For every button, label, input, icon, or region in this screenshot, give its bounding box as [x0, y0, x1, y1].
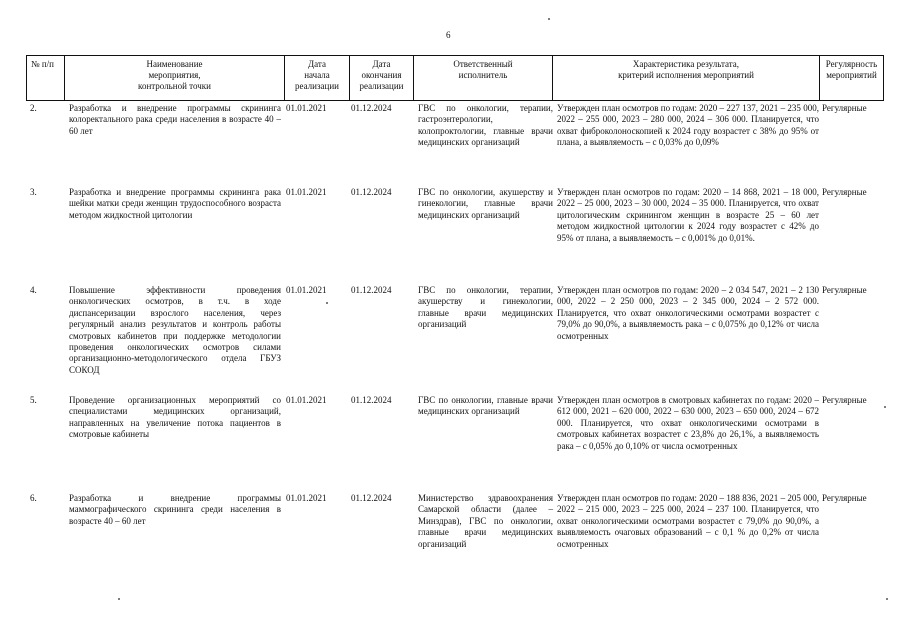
- row-regularity: Регулярные: [822, 493, 867, 503]
- header-end-date: Дата окончания реализации: [350, 56, 414, 101]
- scan-speck: [326, 302, 328, 304]
- row-regularity: Регулярные: [822, 187, 867, 197]
- row-activity-name: Проведение организационных мероприятий со специалистами медицинских организаций, направленных на увеличение потока пациентов в смотровые кабинеты: [69, 395, 281, 440]
- header-responsible: Ответственный исполнитель: [414, 56, 553, 101]
- row-activity-name: Разработка и внедрение программы маммографического скрининга среди населения в возрасте 40 – 60 лет: [69, 493, 281, 526]
- row-end-date: 01.12.2024: [351, 187, 392, 197]
- row-characteristic: Утвержден план осмотров по годам: 2020 – 188 836, 2021 – 205 000, 2022 – 215 000, 2023 – 225 000, 2024 – 237 100. Планируется, что охват онкологическими осмотрами возрастет с 79,0% до 90,0%, а выявляемость очаговых образований – с 0,1 % до 0,2% от числа осмотренных: [557, 493, 819, 549]
- row-activity-name: Разработка и внедрение программы скрининга рака шейки матки среди женщин трудоспособного возраста методом жидкостной цитологии: [69, 187, 281, 220]
- row-regularity: Регулярные: [822, 103, 867, 113]
- row-end-date: 01.12.2024: [351, 493, 392, 503]
- row-characteristic: Утвержден план осмотров по годам: 2020 – 14 868, 2021 – 18 000, 2022 – 25 000, 2023 – 30 000, 2024 – 35 000. Планируется, что охват цитологическим скринингом женщин в возрасте 25 – 60 лет методом жидкостной цитологии к 2024 году возрастет с 42% до 95% от плана, а выявляемость – с 0,001% до 0,01%.: [557, 187, 819, 243]
- row-number: 2.: [30, 103, 37, 113]
- row-characteristic: Утвержден план осмотров по годам: 2020 – 227 137, 2021 – 235 000, 2022 – 255 000, 2023 – 280 000, 2024 – 306 000. Планируется, что охват фиброколоноскопией к 2024 году возрастет с 38% до 95% от плана, а выявляемость – с 0,03% до 0,09%: [557, 103, 819, 148]
- row-activity-name: Разработка и внедрение программы скрининга колоректального рака среди населения в возрасте 40 – 60 лет: [69, 103, 281, 136]
- header-number: № п/п: [27, 56, 65, 101]
- row-start-date: 01.01.2021: [286, 285, 327, 295]
- scan-speck: [884, 406, 886, 408]
- row-responsible: ГВС по онкологии, главные врачи медицинских организаций: [418, 395, 553, 417]
- row-end-date: 01.12.2024: [351, 285, 392, 295]
- row-regularity: Регулярные: [822, 395, 867, 405]
- row-end-date: 01.12.2024: [351, 103, 392, 113]
- scan-speck: [548, 18, 550, 20]
- row-number: 5.: [30, 395, 37, 405]
- header-start-date: Дата начала реализации: [285, 56, 350, 101]
- row-start-date: 01.01.2021: [286, 493, 327, 503]
- row-responsible: ГВС по онкологии, терапии, гастроэнтерологии, колопроктологии, главные врачи медицинских организаций: [418, 103, 553, 148]
- page-number: 6: [446, 30, 451, 40]
- row-responsible: Министерство здравоохранения Самарской области (далее – Минздрав), ГВС по онкологии, главные врачи медицинских организаций: [418, 493, 553, 549]
- row-characteristic: Утвержден план осмотров по годам: 2020 – 2 034 547, 2021 – 2 130 000, 2022 – 2 250 000, 2023 – 2 345 000, 2024 – 2 572 000. Планируется, что охват онкологическими осмотрами возрастет с 79,0% до 90,0%, а выявляемость рака – с 0,075% до 0,12% от числа осмотренных: [557, 285, 819, 341]
- row-number: 6.: [30, 493, 37, 503]
- header-characteristic: Характеристика результата, критерий исполнения мероприятий: [553, 56, 820, 101]
- scan-speck: [886, 598, 888, 600]
- row-responsible: ГВС по онкологии, терапии, акушерству и гинекологии, главные врачи медицинских организаций: [418, 285, 553, 330]
- row-number: 4.: [30, 285, 37, 295]
- row-characteristic: Утвержден план осмотров в смотровых кабинетах по годам: 2020 – 612 000, 2021 – 620 000, 2022 – 630 000, 2023 – 650 000, 2024 – 672 000. Планируется, что охват онкологическими осмотрами в смотровых кабинетах возрастет с 23,8% до 26,1%, а выявляемость рака – с 0,05% до 0,10% от числа осмотренных: [557, 395, 819, 451]
- table-header: [26, 55, 884, 101]
- row-responsible: ГВС по онкологии, акушерству и гинекологии, главные врачи медицинских организаций: [418, 187, 553, 220]
- row-end-date: 01.12.2024: [351, 395, 392, 405]
- row-start-date: 01.01.2021: [286, 187, 327, 197]
- row-number: 3.: [30, 187, 37, 197]
- row-regularity: Регулярные: [822, 285, 867, 295]
- header-regularity: Регулярность мероприятий: [820, 56, 884, 101]
- row-start-date: 01.01.2021: [286, 395, 327, 405]
- row-start-date: 01.01.2021: [286, 103, 327, 113]
- row-activity-name: Повышение эффективности проведения онкологических осмотров, в т.ч. в ходе диспансеризации взрослого населения, через регулярный анализ результатов и контроль работы смотровых кабинетов при поддержке методологии проведения онкологических осмотров силами организационно-методологического отдела ГБУЗ СОКОД: [69, 285, 281, 375]
- scan-speck: [118, 598, 120, 600]
- header-activity-name: Наименование мероприятия, контрольной точки: [65, 56, 285, 101]
